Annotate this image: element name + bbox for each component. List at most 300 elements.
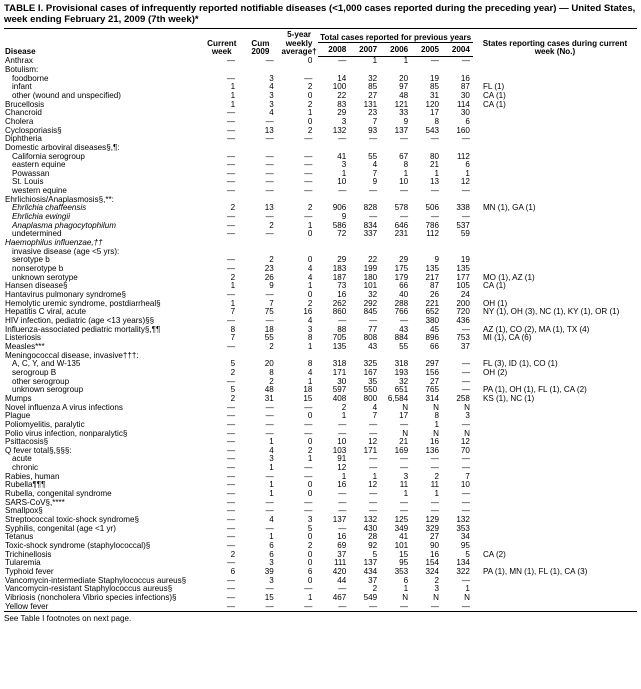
year-total-cell: — <box>430 213 439 222</box>
disease-name: Anaplasma phagocytophilum <box>12 221 116 230</box>
year-total-cell: 4 <box>372 403 378 412</box>
disease-name: serotype b <box>12 256 50 265</box>
current-week-cell: 2 <box>230 394 236 403</box>
table-row <box>4 274 637 283</box>
cum-2009-cell: 4 <box>269 516 274 525</box>
five-year-average-cell: — <box>304 429 313 438</box>
year-total-cell: — <box>369 498 378 507</box>
states-reporting-cell <box>473 222 637 231</box>
year-total-cell <box>411 144 442 153</box>
disease-name: Ehrlichia ewingii <box>12 213 71 222</box>
current-week-cell: — <box>227 472 236 481</box>
table-row <box>4 92 637 101</box>
table-row <box>4 127 637 136</box>
year-total-cell: 1 <box>341 412 347 421</box>
current-week-cell: 1 <box>230 91 236 100</box>
cum-2009-cell: — <box>265 420 274 429</box>
states-reporting-cell <box>473 317 637 326</box>
current-week-cell: — <box>227 152 236 161</box>
year-total-cell: 21 <box>429 161 439 170</box>
year-total-cell: 3 <box>403 472 409 481</box>
year-total-cell: — <box>400 498 409 507</box>
current-week-cell <box>202 196 241 205</box>
year-total-cell: — <box>369 316 378 325</box>
year-total-cell: 11 <box>399 481 409 490</box>
disease-name: Diphtheria <box>5 135 42 144</box>
year-total-cell: 349 <box>394 524 409 533</box>
year-total-cell: — <box>369 213 378 222</box>
five-year-average-cell: 0 <box>307 230 313 239</box>
year-total-cell: — <box>461 56 470 66</box>
states-reporting-cell <box>473 421 637 430</box>
current-week-cell: — <box>227 533 236 542</box>
table-row <box>4 109 637 118</box>
year-total-cell: — <box>430 56 439 66</box>
disease-name: Mumps <box>5 394 32 403</box>
current-week-cell: — <box>227 291 236 299</box>
five-year-average-cell <box>280 239 319 248</box>
disease-name: Botulism: <box>5 65 39 74</box>
year-total-cell: — <box>461 377 470 386</box>
cum-2009-cell: — <box>265 213 274 222</box>
table-row <box>4 101 637 110</box>
table-row <box>4 83 637 92</box>
year-total-cell: 646 <box>394 221 409 230</box>
year-total-cell: 800 <box>363 394 378 403</box>
year-total-cell: 353 <box>456 524 470 533</box>
year-total-cell: 12 <box>368 438 378 447</box>
year-total-cell: — <box>338 56 347 66</box>
disease-name: chronic <box>12 464 39 473</box>
year-total-cell: 12 <box>460 438 470 447</box>
states-reporting-cell: OH (2) <box>482 368 508 377</box>
cum-2009-cell <box>241 352 280 361</box>
table-row <box>4 161 637 170</box>
cum-2009-cell: 55 <box>264 334 274 343</box>
year-total-cell: 7 <box>372 412 378 421</box>
year-total-cell: 93 <box>368 126 378 135</box>
year-total-cell: 29 <box>337 109 347 118</box>
year-total-cell: 5 <box>372 550 378 559</box>
year-total-cell: 187 <box>332 273 347 282</box>
year-total-cell: 85 <box>368 83 378 92</box>
five-year-average-cell: 3 <box>307 325 313 334</box>
states-reporting-cell <box>473 230 637 239</box>
five-year-average-cell: 4 <box>307 265 313 274</box>
year-total-cell: — <box>461 507 470 516</box>
year-total-cell: 9 <box>341 213 347 222</box>
cum-2009-cell: 48 <box>264 386 274 395</box>
year-total-cell: 137 <box>363 559 378 568</box>
year-total-cell: 28 <box>368 533 378 542</box>
cum-2009-cell: — <box>265 585 274 594</box>
current-week-cell: — <box>227 126 236 135</box>
five-year-average-cell: — <box>304 135 313 144</box>
year-total-cell: 3 <box>341 161 347 170</box>
cum-2009-cell: — <box>265 187 274 196</box>
current-week-cell <box>202 239 241 248</box>
cum-2009-cell: 4 <box>269 83 274 92</box>
table-row <box>4 326 637 335</box>
year-total-cell: — <box>461 386 470 395</box>
five-year-average-header: 5-year weekly average† <box>281 30 317 57</box>
year-total-cell: 537 <box>456 221 470 230</box>
cum-2009-cell: 4 <box>269 109 274 118</box>
cum-2009-cell: 20 <box>264 360 274 369</box>
year-total-cell: 1 <box>403 490 409 499</box>
table-row <box>4 317 637 326</box>
five-year-average-cell: — <box>304 464 313 473</box>
states-reporting-cell <box>473 585 637 594</box>
cum-2009-cell: — <box>265 169 274 178</box>
year-total-cell: 430 <box>363 524 378 533</box>
year-total-cell: — <box>338 498 347 507</box>
cum-2009-cell: — <box>265 412 274 421</box>
year-total-cell <box>442 248 473 257</box>
year-header: 2008 <box>318 43 349 57</box>
five-year-average-cell: 2 <box>307 542 313 551</box>
year-total-cell: 32 <box>368 291 378 299</box>
year-total-cell: 21 <box>399 438 409 447</box>
five-year-average-cell: 0 <box>307 56 313 66</box>
year-total-cell: N <box>464 429 470 438</box>
year-total-cell: 6 <box>465 117 470 126</box>
cum-2009-header: Cum 2009 <box>241 29 280 57</box>
current-week-cell <box>202 66 241 75</box>
disease-name: Toxic-shock syndrome (staphylococcal)§ <box>5 542 151 551</box>
year-total-cell: 7 <box>372 117 378 126</box>
year-total-cell: 17 <box>429 109 439 118</box>
disease-name: Meningococcal disease, invasive†††: <box>5 351 139 360</box>
five-year-average-cell: — <box>304 585 313 594</box>
cum-2009-cell: — <box>241 603 280 612</box>
states-reporting-cell <box>473 430 637 439</box>
five-year-average-cell: — <box>304 74 313 83</box>
year-total-cell <box>318 248 349 257</box>
year-total-cell: 95 <box>399 559 409 568</box>
year-total-cell <box>380 239 411 248</box>
cum-2009-cell: — <box>265 507 274 516</box>
year-total-cell: 652 <box>425 308 439 317</box>
year-total-cell: N <box>402 429 409 438</box>
year-total-cell: 19 <box>460 256 470 265</box>
cum-2009-cell: 9 <box>269 282 274 291</box>
cum-2009-cell: 3 <box>269 91 274 100</box>
states-reporting-cell <box>473 481 637 490</box>
cum-2009-cell <box>241 239 280 248</box>
cum-2009-cell: — <box>265 117 274 126</box>
year-total-cell: 70 <box>460 446 470 455</box>
year-total-cell <box>380 248 411 257</box>
year-total-cell: 136 <box>425 446 439 455</box>
year-total-cell: 29 <box>337 256 347 265</box>
states-reporting-cell <box>473 490 637 499</box>
five-year-average-cell: — <box>304 187 313 196</box>
cum-2009-cell: 26 <box>264 273 274 282</box>
five-year-average-cell: 3 <box>307 516 313 525</box>
current-week-cell: 7 <box>230 334 236 343</box>
states-reporting-cell <box>473 239 637 248</box>
disease-name: Tetanus <box>5 533 34 542</box>
table-title: TABLE I. Provisional cases of infrequently reported notifiable diseases (<1,000 cases reported during the preceding year) — United States, week ending February 21, 2009 (7th week)* <box>4 3 636 25</box>
year-total-cell: 550 <box>363 386 378 395</box>
year-total-cell: 765 <box>425 386 439 395</box>
year-total-cell: 314 <box>425 394 439 403</box>
table-row <box>4 481 637 490</box>
cum-2009-cell: — <box>265 230 274 239</box>
states-reporting-cell <box>473 213 637 222</box>
year-total-cell <box>442 239 473 248</box>
year-total-cell: 408 <box>332 394 347 403</box>
current-week-cell: — <box>227 524 236 533</box>
notifiable-diseases-table <box>4 28 637 612</box>
five-year-average-cell: 1 <box>307 593 313 602</box>
five-year-average-cell: — <box>304 178 313 187</box>
year-total-cell: 420 <box>332 568 347 576</box>
table-row <box>4 343 637 352</box>
five-year-average-cell: 0 <box>307 91 313 100</box>
year-total-cell: 27 <box>429 533 439 542</box>
disease-name: Hantavirus pulmonary syndrome§ <box>5 291 127 299</box>
year-total-cell: 30 <box>460 91 470 100</box>
current-week-cell: 6 <box>230 568 236 576</box>
year-total-cell: 101 <box>394 542 409 551</box>
year-total-cell: 6 <box>403 576 409 585</box>
states-reporting-cell <box>473 412 637 421</box>
year-total-cell: 111 <box>333 559 347 568</box>
cum-2009-cell: 13 <box>264 126 274 135</box>
year-total-cell: 88 <box>337 325 347 334</box>
year-total-cell <box>380 144 411 153</box>
year-total-cell <box>349 144 380 153</box>
year-total-cell: 112 <box>426 230 439 239</box>
year-total-cell: — <box>430 135 439 144</box>
current-week-cell: — <box>227 516 236 525</box>
current-week-cell: — <box>227 56 236 66</box>
year-total-cell: 59 <box>460 230 470 239</box>
current-week-cell: — <box>227 446 236 455</box>
year-total-cell: 884 <box>394 334 409 343</box>
year-total-cell: 66 <box>399 282 409 291</box>
year-total-cell: — <box>338 524 347 533</box>
year-total-cell: 132 <box>456 516 470 525</box>
year-total-cell: N <box>433 593 439 602</box>
cum-2009-cell: 3 <box>269 100 274 109</box>
disease-name: Typhoid fever <box>5 568 54 576</box>
current-week-cell: — <box>227 109 236 118</box>
table-row <box>4 455 637 464</box>
cum-2009-cell <box>241 144 280 153</box>
year-total-cell: 180 <box>363 273 378 282</box>
year-total-cell: 135 <box>425 265 439 274</box>
year-total-cell: 578 <box>394 204 409 213</box>
year-total-cell <box>380 66 411 75</box>
current-week-header: Current week <box>202 29 241 57</box>
five-year-average-cell: — <box>304 403 313 412</box>
year-total-cell: 17 <box>399 412 409 421</box>
year-total-cell: — <box>461 455 470 464</box>
disease-name: Rabies, human <box>5 472 60 481</box>
disease-name: Hemolytic uremic syndrome, postdiarrheal§ <box>5 299 161 308</box>
states-reporting-cell <box>473 170 637 179</box>
current-week-cell: — <box>227 576 236 585</box>
current-week-cell: — <box>227 178 236 187</box>
cum-2009-cell: — <box>265 161 274 170</box>
year-total-cell: 200 <box>456 299 470 308</box>
table-row <box>4 464 637 473</box>
year-total-cell: — <box>338 429 347 438</box>
disease-name: Hansen disease§ <box>5 282 68 291</box>
current-week-cell: 1 <box>230 100 236 109</box>
year-total-cell: 786 <box>425 221 439 230</box>
year-total-cell <box>442 352 473 361</box>
cum-2009-cell: — <box>265 498 274 507</box>
total-cases-header: Total cases reported for previous years <box>318 29 473 43</box>
year-total-cell: 73 <box>337 282 347 291</box>
current-week-cell: — <box>227 169 236 178</box>
states-reporting-cell <box>473 161 637 170</box>
year-total-cell: 1 <box>434 490 439 499</box>
states-reporting-header: States reporting cases during current week (No.) <box>473 29 637 57</box>
year-total-cell: 97 <box>399 83 409 92</box>
five-year-average-cell: — <box>304 161 313 170</box>
states-reporting-cell: KS (1), NC (1) <box>482 394 535 403</box>
cum-2009-cell: 4 <box>269 446 274 455</box>
disease-name: Cyclosporiasis§ <box>5 126 62 135</box>
table-row <box>4 577 637 586</box>
year-total-cell: — <box>338 316 347 325</box>
year-total-cell: 1 <box>403 585 409 594</box>
year-total-cell: — <box>369 420 378 429</box>
year-total-cell: 121 <box>394 100 409 109</box>
year-total-cell: 1 <box>372 56 378 66</box>
current-week-cell: — <box>227 265 236 274</box>
table-row <box>4 551 637 560</box>
states-reporting-cell: NY (1), OH (3), NC (1), KY (1), OR (1) <box>482 308 620 317</box>
table-row <box>4 412 637 421</box>
year-total-cell: 720 <box>456 308 470 317</box>
year-total-cell: 48 <box>399 91 409 100</box>
year-total-cell: 1 <box>403 169 409 178</box>
year-total-cell: 156 <box>425 368 439 377</box>
year-total-cell: — <box>338 135 347 144</box>
current-week-cell: — <box>227 230 236 239</box>
table-row <box>4 568 637 577</box>
current-week-cell: — <box>227 316 236 325</box>
year-total-cell: 12 <box>460 178 470 187</box>
year-total-cell: 549 <box>363 593 378 602</box>
year-total-cell: 2 <box>372 585 378 594</box>
year-total-cell: 6 <box>465 161 470 170</box>
year-total-cell: 2 <box>434 576 439 585</box>
disease-name: Cholera <box>5 117 34 126</box>
year-total-cell <box>318 352 349 361</box>
disease-name: acute <box>12 455 32 464</box>
current-week-cell: — <box>227 187 236 196</box>
year-total-cell: 132 <box>363 516 378 525</box>
year-total-cell: 43 <box>399 325 409 334</box>
cum-2009-cell: 15 <box>264 593 274 602</box>
year-total-cell: — <box>400 464 409 473</box>
year-total-cell: 66 <box>429 342 439 351</box>
cum-2009-cell: 2 <box>269 377 274 386</box>
year-total-cell: 828 <box>363 204 378 213</box>
year-total-cell: 171 <box>363 446 378 455</box>
year-total-cell: 15 <box>399 550 409 559</box>
year-total-cell: 137 <box>394 126 409 135</box>
states-reporting-cell <box>473 109 637 118</box>
year-total-cell: 436 <box>456 316 470 325</box>
year-total-cell: N <box>464 593 470 602</box>
five-year-average-cell: 5 <box>307 524 313 533</box>
year-total-cell: 167 <box>363 368 378 377</box>
five-year-average-cell: — <box>304 213 313 222</box>
year-total-cell: 10 <box>337 178 347 187</box>
year-total-cell: 297 <box>425 360 439 369</box>
five-year-average-cell: 0 <box>307 550 313 559</box>
disease-name: Vibriosis (noncholera Vibrio species infections)§ <box>5 593 177 602</box>
disease-name: Rubella¶¶¶ <box>5 481 46 490</box>
year-total-cell <box>442 196 473 205</box>
table-row <box>4 291 637 300</box>
current-week-cell <box>202 352 241 361</box>
states-reporting-cell <box>473 256 637 265</box>
disease-name: Listeriosis <box>5 334 41 343</box>
cum-2009-cell: 23 <box>264 265 274 274</box>
states-reporting-cell: FL (1) <box>482 83 505 92</box>
year-total-cell: — <box>338 585 347 594</box>
five-year-average-cell: 1 <box>307 221 313 230</box>
year-total-cell: 434 <box>363 568 378 576</box>
year-total-cell <box>349 352 380 361</box>
year-total-cell: 23 <box>368 109 378 118</box>
year-total-cell: 85 <box>429 83 439 92</box>
year-total-cell: 32 <box>399 377 409 386</box>
year-total-cell: 8 <box>434 117 439 126</box>
cum-2009-cell: 1 <box>269 533 274 542</box>
disease-name: HIV infection, pediatric (age <13 years)§§ <box>5 316 155 325</box>
year-total-cell: 258 <box>456 394 470 403</box>
disease-name: other serogroup <box>12 377 70 386</box>
table-row <box>4 360 637 369</box>
year-total-cell: 87 <box>460 83 470 92</box>
year-total-cell: 91 <box>337 455 347 464</box>
five-year-average-cell: — <box>304 498 313 507</box>
year-total-cell: 31 <box>429 91 439 100</box>
year-total-cell: 1 <box>434 420 439 429</box>
year-total-cell: 160 <box>456 126 470 135</box>
disease-name: undetermined <box>12 230 62 239</box>
year-total-cell: — <box>369 135 378 144</box>
five-year-average-cell <box>280 66 319 75</box>
table-row <box>4 239 637 248</box>
year-total-cell: 80 <box>429 152 439 161</box>
year-total-cell: 318 <box>394 360 409 369</box>
year-total-cell: 16 <box>337 481 347 490</box>
year-total-cell: 467 <box>332 593 347 602</box>
states-reporting-cell <box>473 577 637 586</box>
states-reporting-cell <box>473 516 637 525</box>
current-week-cell: — <box>227 507 236 516</box>
table-row <box>4 386 637 395</box>
year-total-cell <box>380 352 411 361</box>
year-total-cell <box>349 196 380 205</box>
cum-2009-cell: — <box>265 316 274 325</box>
year-total-cell <box>318 144 349 153</box>
cum-2009-cell: 3 <box>269 455 274 464</box>
states-reporting-cell: PA (1), MN (1), FL (1), CA (3) <box>482 568 588 576</box>
year-total-cell: 9 <box>372 178 378 187</box>
